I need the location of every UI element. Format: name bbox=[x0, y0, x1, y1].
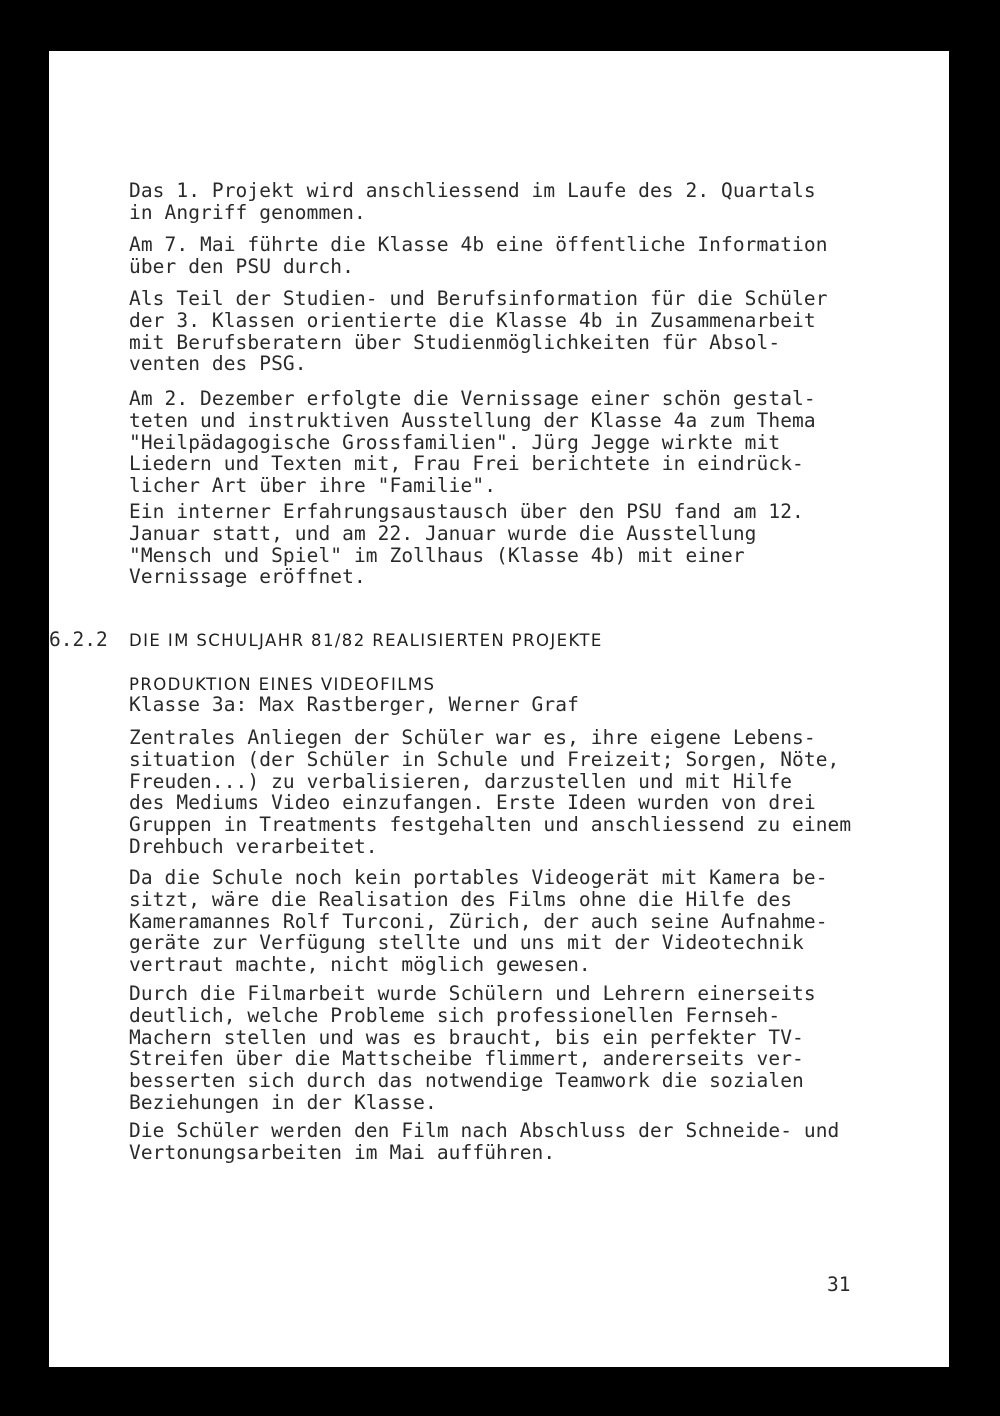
project-paragraph bbox=[129, 983, 816, 1114]
text-line: Ein interner Erfahrungsaustausch über den PSU fand am 12. bbox=[129, 500, 804, 523]
text-line: situation (der Schüler in Schule und Freizeit; Sorgen, Nöte, bbox=[129, 747, 840, 771]
text-line: Die Schüler werden den Film nach Abschluss der Schneide- und bbox=[129, 1119, 840, 1142]
text-line: Gruppen in Treatments festgehalten und anschliessend zu einem bbox=[129, 813, 852, 837]
text-line: der 3. Klassen orientierte die Klasse 4b in Zusammenarbeit bbox=[129, 308, 816, 332]
text-line: Am 7. Mai führte die Klasse 4b eine öffentliche Information bbox=[129, 233, 828, 256]
intro-paragraph bbox=[129, 288, 828, 375]
page-number: 31 bbox=[827, 1273, 851, 1296]
intro-paragraph bbox=[129, 234, 828, 278]
text-line: Machern stellen und was es braucht, bis ein perfekter TV- bbox=[129, 1025, 804, 1049]
text-line: venten des PSG. bbox=[129, 352, 307, 376]
text-line: Das 1. Projekt wird anschliessend im Laufe des 2. Quartals bbox=[129, 179, 816, 202]
project-class-line: Klasse 3a: Max Rastberger, Werner Graf bbox=[129, 693, 579, 716]
text-line: Als Teil der Studien- und Berufsinformation für die Schüler bbox=[129, 287, 828, 310]
intro-paragraph bbox=[129, 180, 816, 224]
project-title: PRODUKTION EINES VIDEOFILMS bbox=[129, 675, 436, 694]
text-line: "Mensch und Spiel" im Zollhaus (Klasse 4b) mit einer bbox=[129, 543, 745, 567]
text-line: in Angriff genommen. bbox=[129, 200, 366, 224]
project-paragraph bbox=[129, 1120, 839, 1164]
text-line: Streifen über die Mattscheibe flimmert, andererseits ver- bbox=[129, 1047, 804, 1071]
text-line: vertraut machte, nicht möglich gewesen. bbox=[129, 953, 591, 977]
text-line: licher Art über ihre "Familie". bbox=[129, 474, 497, 498]
text-line: über den PSU durch. bbox=[129, 254, 354, 278]
text-line: Vertonungsarbeiten im Mai aufführen. bbox=[129, 1140, 556, 1164]
text-line: Am 2. Dezember erfolgte die Vernissage einer schön gestal- bbox=[129, 387, 816, 410]
text-line: Vernissage eröffnet. bbox=[129, 565, 366, 589]
text-line: Januar statt, und am 22. Januar wurde die Ausstellung bbox=[129, 521, 757, 545]
text-line: Da die Schule noch kein portables Videogerät mit Kamera be- bbox=[129, 866, 828, 889]
text-line: Liedern und Texten mit, Frau Frei berichtete in eindrück- bbox=[129, 452, 804, 476]
text-line: des Mediums Video einzufangen. Erste Ideen wurden von drei bbox=[129, 791, 816, 815]
text-line: Beziehungen in der Klasse. bbox=[129, 1090, 437, 1114]
project-paragraph bbox=[129, 727, 851, 858]
intro-paragraph bbox=[129, 388, 816, 497]
project-paragraph bbox=[129, 867, 828, 976]
section-number: 6.2.2 bbox=[49, 628, 108, 651]
text-line: mit Berufsberatern über Studienmöglichkeiten für Absol- bbox=[129, 330, 781, 354]
text-line: geräte zur Verfügung stellte und uns mit der Videotechnik bbox=[129, 931, 804, 955]
text-line: teten und instruktiven Ausstellung der Klasse 4a zum Thema bbox=[129, 408, 816, 432]
text-line: "Heilpädagogische Grossfamilien". Jürg Jegge wirkte mit bbox=[129, 430, 781, 454]
text-line: Zentrales Anliegen der Schüler war es, ihre eigene Lebens- bbox=[129, 726, 816, 749]
document-page bbox=[49, 51, 949, 1367]
intro-paragraph bbox=[129, 501, 804, 588]
text-line: Freuden...) zu verbalisieren, darzustellen und mit Hilfe bbox=[129, 769, 793, 793]
text-line: Kameramannes Rolf Turconi, Zürich, der auch seine Aufnahme- bbox=[129, 909, 828, 933]
text-line: besserten sich durch das notwendige Teamwork die sozialen bbox=[129, 1069, 804, 1093]
text-line: Drehbuch verarbeitet. bbox=[129, 834, 378, 858]
text-line: deutlich, welche Probleme sich professionellen Fernseh- bbox=[129, 1003, 781, 1027]
text-line: Durch die Filmarbeit wurde Schülern und Lehrern einerseits bbox=[129, 982, 816, 1005]
text-line: sitzt, wäre die Realisation des Films ohne die Hilfe des bbox=[129, 887, 793, 911]
section-title: DIE IM SCHULJAHR 81/82 REALISIERTEN PROJEKTE bbox=[129, 631, 603, 650]
